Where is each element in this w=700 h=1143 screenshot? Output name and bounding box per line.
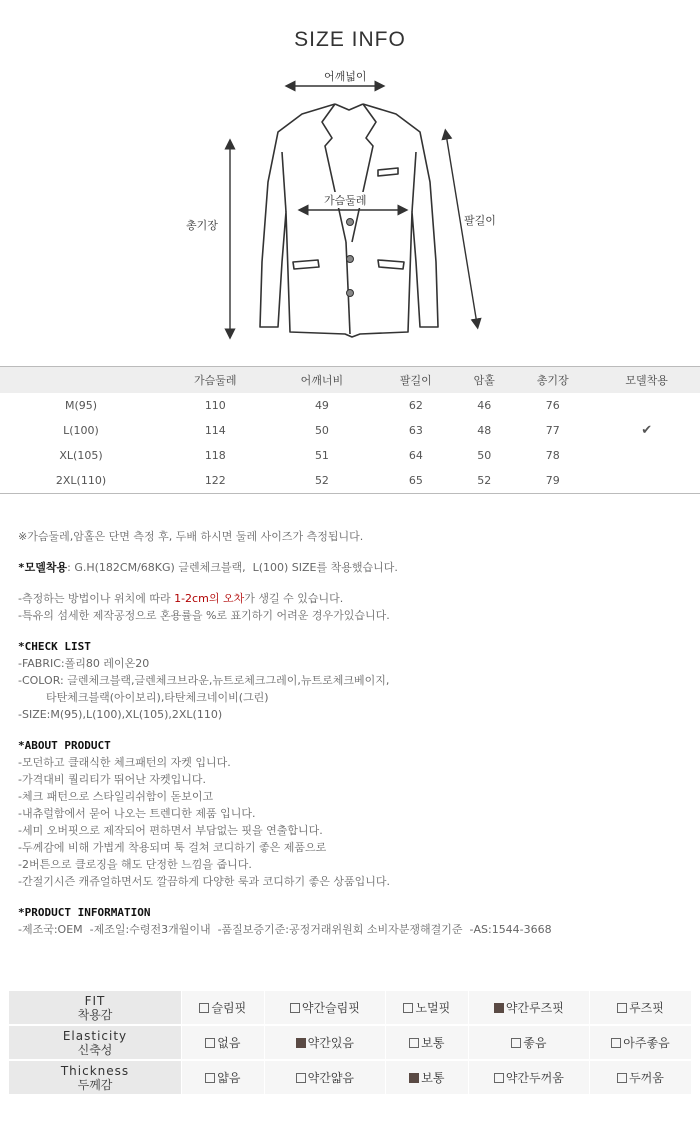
fabric-line: -FABRIC:폴리80 레이온20 [18, 657, 150, 670]
length-cell: 77 [545, 424, 560, 437]
jacket-measurement-figure [170, 62, 530, 352]
error-note-highlight: 1-2cm의 오차 [174, 592, 245, 605]
size-table [0, 366, 700, 494]
thickness-option-selected [385, 1060, 468, 1095]
header-sleeve: 팔길이 [375, 367, 456, 394]
chest-cell: 114 [204, 424, 226, 437]
armhole-cell: 50 [477, 449, 492, 462]
fit-row [9, 991, 692, 1026]
about-heading: *ABOUT PRODUCT [18, 739, 111, 752]
page-title: SIZE INFO [294, 28, 406, 51]
shoulder-label: 어깨넓이 [324, 70, 367, 83]
checkbox-icon [494, 1073, 504, 1083]
length-cell: 76 [545, 399, 560, 412]
category-ko: 신축성 [77, 1042, 113, 1057]
elasticity-option [385, 1025, 468, 1060]
checkbox-icon [205, 1073, 215, 1083]
checkbox-icon [403, 1003, 413, 1013]
thickness-option [264, 1060, 385, 1095]
option-label: 없음 [217, 1036, 241, 1050]
chest-label: 가슴둘레 [324, 194, 367, 207]
header-shoulder: 어깨너비 [269, 367, 376, 394]
size-cell: 2XL(110) [0, 468, 162, 494]
option-label: 슬림핏 [211, 1001, 247, 1015]
length-cell: 78 [545, 449, 560, 462]
fit-option [182, 991, 265, 1026]
shoulder-cell: 51 [314, 449, 329, 462]
shoulder-cell: 50 [314, 424, 329, 437]
elasticity-category [9, 1025, 182, 1060]
header-length: 총기장 [512, 367, 593, 394]
checkbox-icon [617, 1003, 627, 1013]
thickness-row [9, 1060, 692, 1095]
shoulder-cell: 52 [269, 468, 376, 494]
category-ko: 착용감 [77, 1007, 113, 1022]
checkbox-icon [205, 1038, 215, 1048]
option-label: 약간있음 [307, 1036, 355, 1050]
category-en: FIT [84, 993, 106, 1008]
sleeve-cell: 62 [408, 399, 423, 412]
shoulder-cell: 49 [314, 399, 329, 412]
elasticity-row [9, 1025, 692, 1060]
option-label: 두꺼움 [629, 1071, 664, 1085]
model-label: *모델착용 [18, 561, 68, 574]
sleeve-cell: 65 [375, 468, 456, 494]
category-en: Elasticity [62, 1028, 128, 1043]
about-line: -간절기시즌 캐쥬얼하면서도 깔끔하게 다양한 룩과 코디하기 좋은 상품입니다. [18, 875, 390, 888]
option-label: 얇음 [217, 1071, 241, 1085]
size-cell: XL(105) [59, 449, 103, 462]
table-row [0, 393, 700, 418]
fit-table [8, 990, 692, 1096]
thickness-category [9, 1060, 182, 1095]
armhole-cell: 48 [477, 424, 492, 437]
size-table-header [0, 367, 700, 394]
product-info-heading: *PRODUCT INFORMATION [18, 906, 151, 919]
product-notes [18, 528, 688, 938]
checkbox-checked-icon [494, 1003, 504, 1013]
checkbox-icon [409, 1038, 419, 1048]
error-note [18, 590, 688, 607]
length-label: 총기장 [186, 219, 218, 232]
elasticity-option [182, 1025, 265, 1060]
checkbox-icon [290, 1003, 300, 1013]
fit-option-selected [468, 991, 589, 1026]
table-row [0, 468, 700, 494]
model-cell [593, 393, 700, 418]
header-model: 모델착용 [593, 367, 700, 394]
armhole-cell: 46 [477, 399, 492, 412]
option-label: 보통 [421, 1071, 445, 1085]
product-info-line: -제조국:OEM -제조일:수령전3개월이내 -품질보증기준:공정거래위원회 소비자분쟁해결기준 -AS:1544-3668 [18, 923, 552, 936]
option-label: 노멀핏 [415, 1001, 451, 1015]
about-line: -두께감에 비해 가볍게 착용되며 툭 걸쳐 코디하기 좋은 제품으로 [18, 841, 327, 854]
chest-cell: 110 [204, 399, 226, 412]
sleeve-cell: 63 [408, 424, 423, 437]
checkbox-checked-icon [296, 1038, 306, 1048]
size-cell: L(100) [63, 424, 99, 437]
fit-option [385, 991, 468, 1026]
option-label: 아주좋음 [623, 1036, 670, 1050]
measure-note: ※가슴둘레,암홀은 단면 측정 후, 두배 하시면 둘레 사이즈가 측정됩니다. [18, 530, 364, 543]
option-label: 약간루즈핏 [505, 1001, 564, 1015]
color-line: -COLOR: 글렌체크블랙,글렌체크브라운,뉴트로체크그레이,뉴트로체크베이지, [18, 674, 390, 687]
option-label: 약간얇음 [307, 1071, 355, 1085]
checkbox-icon [511, 1038, 521, 1048]
category-ko: 두께감 [77, 1077, 113, 1092]
checkbox-icon [611, 1038, 621, 1048]
fit-option [589, 991, 691, 1026]
checkbox-icon [296, 1073, 306, 1083]
about-line: -모던하고 클래식한 체크패턴의 자켓 입니다. [18, 756, 231, 769]
option-label: 루즈핏 [629, 1001, 664, 1015]
about-line: -내츄럴함에서 묻어 나오는 트렌디한 제품 입니다. [18, 807, 256, 820]
model-wearing [18, 559, 688, 576]
fit-category [9, 991, 182, 1026]
size-cell: M(95) [64, 399, 98, 412]
option-label: 약간두꺼움 [505, 1071, 564, 1085]
about-line: -세미 오버핏으로 제작되어 편하면서 부담없는 핏을 연출합니다. [18, 824, 323, 837]
size-line: -SIZE:M(95),L(100),XL(105),2XL(110) [18, 708, 223, 721]
chest-cell: 122 [162, 468, 269, 494]
sleeve-label: 팔길이 [464, 214, 496, 227]
blend-note: -특유의 섬세한 제작공정으로 혼용률을 %로 표기하기 어려운 경우가있습니다. [18, 609, 390, 622]
elasticity-option [589, 1025, 691, 1060]
error-note-post: 가 생길 수 있습니다. [244, 592, 344, 605]
about-line: -체크 패턴으로 스타일리쉬함이 돋보이고 [18, 790, 214, 803]
color-line-2: 타탄체크블랙(아이보리),타탄체크네이비(그린) [18, 691, 269, 704]
option-label: 보통 [421, 1036, 445, 1050]
table-row [0, 443, 700, 468]
thickness-option [182, 1060, 265, 1095]
fit-option [264, 991, 385, 1026]
check-list-heading: *CHECK LIST [18, 640, 91, 653]
elasticity-option [468, 1025, 589, 1060]
thickness-option [589, 1060, 691, 1095]
length-cell: 79 [512, 468, 593, 494]
header-size [0, 367, 162, 394]
model-cell [593, 468, 700, 494]
header-armhole: 암홀 [456, 367, 512, 394]
checkmark-icon: ✔ [641, 423, 653, 438]
model-text: : G.H(182CM/68KG) 글렌체크블랙, L(100) SIZE를 착용했습니다. [67, 561, 398, 574]
sleeve-cell: 64 [408, 449, 423, 462]
header-chest: 가슴둘레 [162, 367, 269, 394]
thickness-option [468, 1060, 589, 1095]
option-label: 좋음 [523, 1036, 547, 1050]
option-label: 약간슬림핏 [301, 1001, 360, 1015]
checkbox-icon [617, 1073, 627, 1083]
chest-cell: 118 [204, 449, 226, 462]
elasticity-option-selected [264, 1025, 385, 1060]
table-row [0, 418, 700, 443]
model-cell [593, 443, 700, 468]
about-line: -2버튼으로 클로징을 해도 단정한 느낌을 줍니다. [18, 858, 252, 871]
about-line: -가격대비 퀄리티가 뛰어난 자켓입니다. [18, 773, 206, 786]
category-en: Thickness [60, 1063, 130, 1078]
checkbox-icon [199, 1003, 209, 1013]
error-note-pre: -측정하는 방법이나 위치에 따라 [18, 592, 175, 605]
armhole-cell: 52 [456, 468, 512, 494]
checkbox-checked-icon [409, 1073, 419, 1083]
